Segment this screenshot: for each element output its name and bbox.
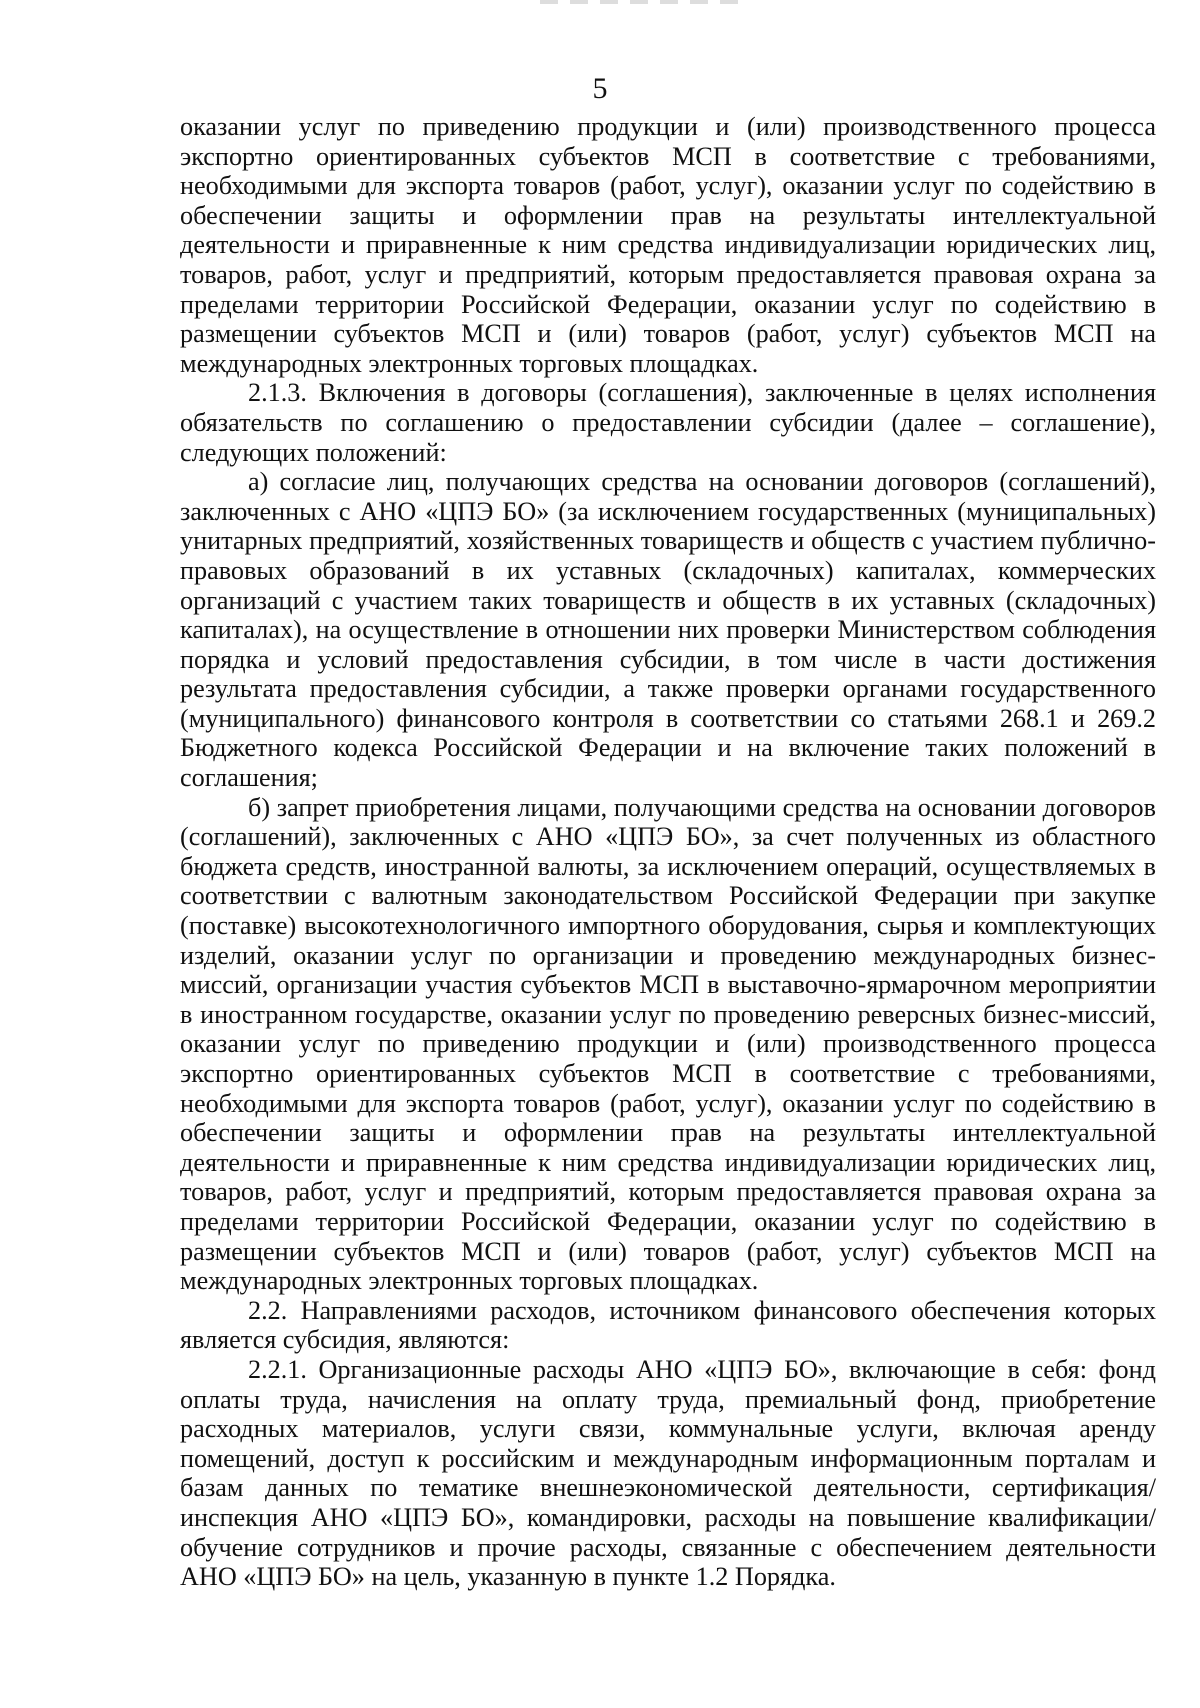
paragraph-continuation: оказании услуг по приведению продукции и (или) производственного процесса экспортно ориентированных субъектов МСП в соответствие с требованиями, необходимыми для экспорта товаров (работ, услуг), оказании услуг по содействию в обеспечении защиты и оформлении прав на результаты интеллектуальной деятельности и приравненные к ним средства индивидуализации юридических лиц, товаров, работ, услуг и предприятий, которым предоставляется правовая охрана за пределами территории Российской Федерации, оказании услуг по содействию в размещении субъектов МСП и (или) товаров (работ, услуг) субъектов МСП на международных электронных торговых площадках. bbox=[180, 112, 1156, 378]
paragraph-item-b: б) запрет приобретения лицами, получающими средства на основании договоров (соглашений), заключенных с АНО «ЦПЭ БО», за счет полученных из областного бюджета средств, иностранной валюты, за исключением операций, осуществляемых в соответствии с валютным законодательством Российской Федерации при закупке (поставке) высокотехнологичного импортного оборудования, сырья и комплектующих изделий, оказании услуг по организации и проведению международных бизнес-миссий, организации участия субъектов МСП в выставочно-ярмарочном мероприятии в иностранном государстве, оказании услуг по проведению реверсных бизнес-миссий, оказании услуг по приведению продукции и (или) производственного процесса экспортно ориентированных субъектов МСП в соответствие с требованиями, необходимыми для экспорта товаров (работ, услуг), оказании услуг по содействию в обеспечении защиты и оформлении прав на результаты интеллектуальной деятельности и приравненные к ним средства индивидуализации юридических лиц, товаров, работ, услуг и предприятий, которым предоставляется правовая охрана за пределами территории Российской Федерации, оказании услуг по содействию в размещении субъектов МСП и (или) товаров (работ, услуг) субъектов МСП на международных электронных торговых площадках. bbox=[180, 792, 1156, 1296]
document-body bbox=[180, 112, 1156, 1592]
paragraph-2-1-3: 2.1.3. Включения в договоры (соглашения), заключенные в целях исполнения обязательств по соглашению о предоставлении субсидии (далее – соглашение), следующих положений: bbox=[180, 378, 1156, 467]
page-number: 5 bbox=[592, 72, 608, 105]
scan-artifact bbox=[540, 0, 740, 4]
paragraph-2-2-1: 2.2.1. Организационные расходы АНО «ЦПЭ БО», включающие в себя: фонд оплаты труда, начисления на оплату труда, премиальный фонд, приобретение расходных материалов, услуги связи, коммунальные услуги, включая аренду помещений, доступ к российским и международным информационным порталам и базам данных по тематике внешнеэкономической деятельности, сертификация/инспекция АНО «ЦПЭ БО», командировки, расходы на повышение квалификации/обучение сотрудников и прочие расходы, связанные с обеспечением деятельности АНО «ЦПЭ БО» на цель, указанную в пункте 1.2 Порядка. bbox=[180, 1354, 1156, 1592]
paragraph-2-2: 2.2. Направлениями расходов, источником финансового обеспечения которых является субсидия, являются: bbox=[180, 1295, 1156, 1355]
paragraph-item-a: а) согласие лиц, получающих средства на основании договоров (соглашений), заключенных с АНО «ЦПЭ БО» (за исключением государственных (муниципальных) унитарных предприятий, хозяйственных товариществ и обществ с участием публично-правовых образований в их уставных (складочных) капиталах, коммерческих организаций с участием таких товариществ и обществ в их уставных (складочных) капиталах), на осуществление в отношении них проверки Министерством соблюдения порядка и условий предоставления субсидии, в том числе в части достижения результата предоставления субсидии, а также проверки органами государственного (муниципального) финансового контроля в соответствии со статьями 268.1 и 269.2 Бюджетного кодекса Российской Федерации и на включение таких положений в соглашения; bbox=[180, 467, 1156, 793]
